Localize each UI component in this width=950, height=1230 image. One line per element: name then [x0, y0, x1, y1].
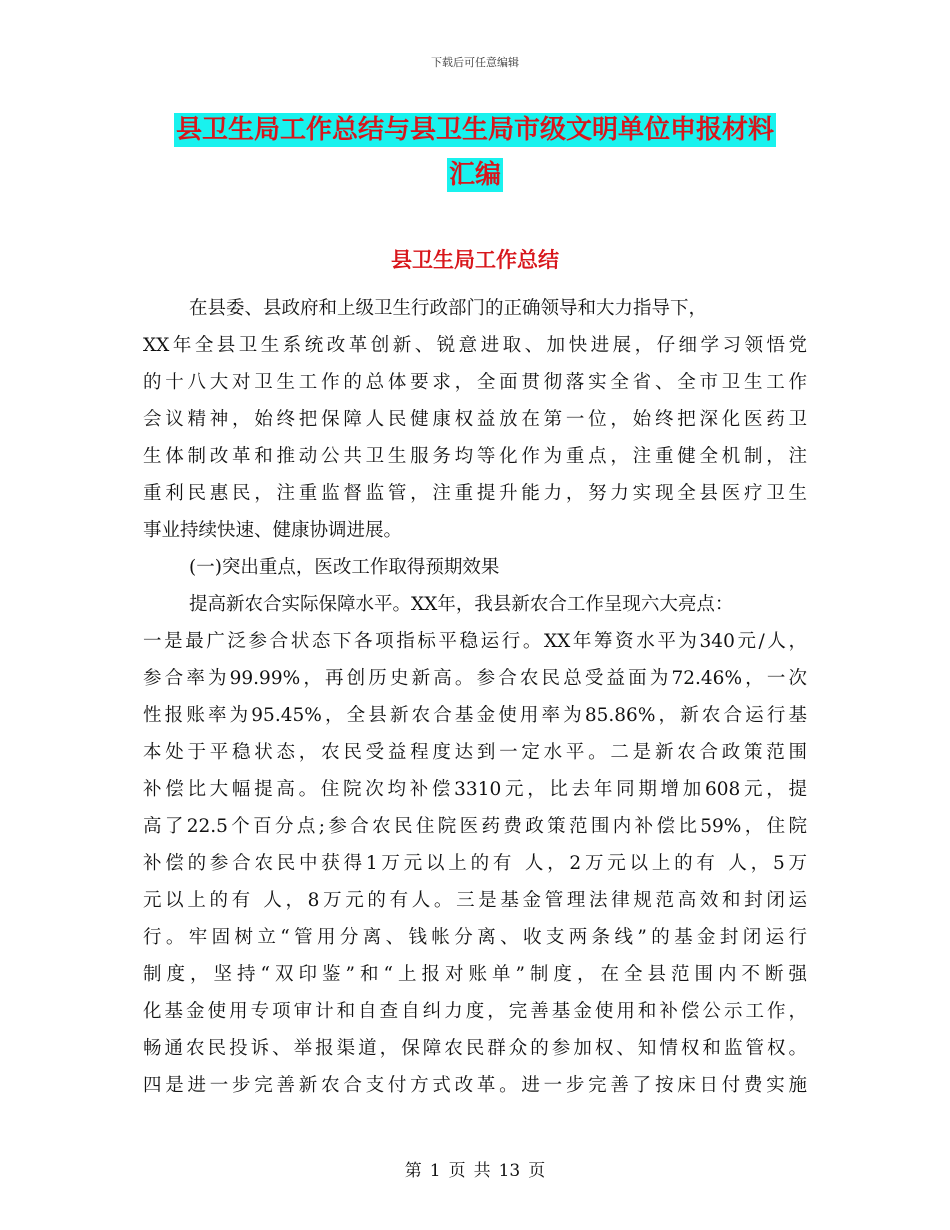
title-line-2: 汇编	[448, 160, 501, 190]
footer-total-label: 共	[473, 1161, 491, 1181]
footer-page-number: 1	[429, 1161, 441, 1181]
footer-page-label: 第	[404, 1161, 422, 1181]
text-line: 会议精神，始终把保障人民健康权益放在第一位，始终把深化医药卫	[143, 409, 807, 430]
text-line: 一是最广泛参合状态下各项指标平稳运行。XX年筹资水平为340元/人，	[143, 631, 807, 652]
text-line: 畅通农民投诉、举报渠道，保障农民群众的参加权、知情权和监管权。	[143, 1038, 807, 1059]
text-line: 高了22.5个百分点;参合农民住院医药费政策范围内补偿比59%，住院	[143, 816, 807, 837]
footer-total-pages: 13	[498, 1161, 521, 1181]
body-text	[143, 290, 807, 1104]
header-note: 下载后可任意编辑	[431, 56, 519, 69]
text-line: XX年全县卫生系统改革创新、锐意进取、加快进展，仔细学习领悟党	[143, 335, 807, 356]
subheading: (一)突出重点，医改工作取得预期效果	[189, 557, 500, 578]
page-footer	[0, 1156, 950, 1181]
text-line: 四是进一步完善新农合支付方式改革。进一步完善了按床日付费实施	[143, 1075, 807, 1096]
document-title	[145, 108, 805, 198]
section-title: 县卫生局工作总结	[391, 248, 559, 272]
footer-total-unit: 页	[528, 1161, 546, 1181]
text-line: 性报账率为95.45%，全县新农合基金使用率为85.86%，新农合运行基	[143, 705, 807, 726]
footer-page-unit: 页	[448, 1161, 466, 1181]
text-line: 事业持续快速、健康协调进展。	[143, 520, 403, 541]
text-line: 补偿比大幅提高。住院次均补偿3310元，比去年同期增加608元，提	[143, 779, 807, 800]
text-line: 提高新农合实际保障水平。XX年，我县新农合工作呈现六大亮点：	[189, 594, 734, 615]
text-line: 本处于平稳状态，农民受益程度达到一定水平。二是新农合政策范围	[143, 742, 807, 763]
text-line: 元以上的有 人，8万元的有人。三是基金管理法律规范高效和封闭运	[143, 890, 807, 911]
text-line: 生体制改革和推动公共卫生服务均等化作为重点，注重健全机制，注	[143, 446, 807, 467]
text-line: 化基金使用专项审计和自查自纠力度，完善基金使用和补偿公示工作，	[143, 1001, 807, 1022]
title-line-1: 县卫生局工作总结与县卫生局市级文明单位申报材料	[175, 115, 774, 145]
text-line: 参合率为99.99%，再创历史新高。参合农民总受益面为72.46%，一次	[143, 668, 807, 689]
text-line: 制度，坚持“双印鉴”和“上报对账单”制度，在全县范围内不断强	[143, 964, 807, 985]
text-line: 重利民惠民，注重监督监管，注重提升能力，努力实现全县医疗卫生	[143, 483, 807, 504]
text-line: 补偿的参合农民中获得1万元以上的有 人，2万元以上的有 人，5万	[143, 853, 807, 874]
text-line: 行。牢固树立“管用分离、钱帐分离、收支两条线”的基金封闭运行	[143, 927, 807, 948]
text-line: 的十八大对卫生工作的总体要求，全面贯彻落实全省、全市卫生工作	[143, 372, 807, 393]
text-line: 在县委、县政府和上级卫生行政部门的正确领导和大力指导下，	[189, 298, 708, 319]
